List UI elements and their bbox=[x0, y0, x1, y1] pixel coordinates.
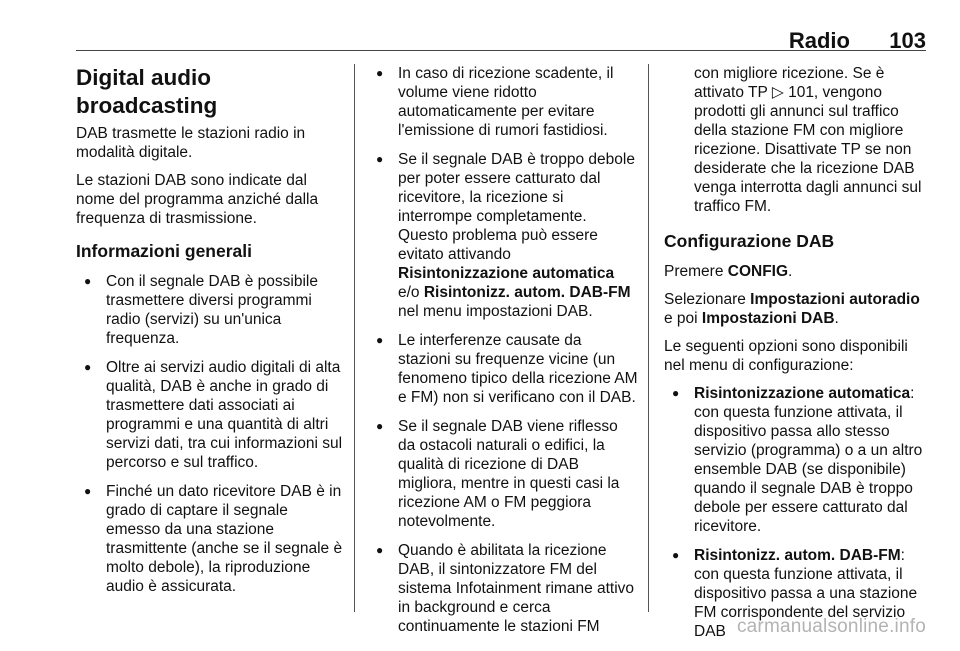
menu-name: Impostazioni DAB bbox=[701, 310, 835, 327]
page-number: 103 bbox=[889, 28, 926, 53]
page-reference-icon: ▷ bbox=[771, 84, 784, 101]
list-item: ● Oltre ai servizi audio digitali di alta qualità, DAB è anche in grado di trasmettere dati associati ai programmi e una quantità di altri servizi dati, tra cui informazioni sul percorso e sul traffico. bbox=[76, 358, 344, 472]
setting-name: Risintonizzazione automatica bbox=[398, 265, 615, 282]
text-run: e/o bbox=[398, 284, 424, 301]
list-item: ● In caso di ricezione scadente, il volume viene ridotto automaticamente per evitare l'emissione di rumori fastidiosi. bbox=[372, 64, 638, 140]
list-item: ● Quando è abilitata la ricezione DAB, il sintonizzatore FM del sistema Infotainment rimane attivo in background e cerca continuamente le stazioni FM bbox=[372, 541, 638, 636]
list-item: ● Le interferenze causate da stazioni su frequenze vicine (un fenomeno tipico della ricezione AM e FM) non si verificano con il DAB. bbox=[372, 331, 638, 407]
option-description: : con questa funzione attivata, il dispositivo passa allo stesso servizio (programma) o a un altro ensemble DAB (se disponibile) quando il segnale DAB è troppo debole per essere catturato dal ricevitore. bbox=[694, 385, 923, 535]
column-3 bbox=[664, 64, 928, 651]
subsection-title: Informazioni generali bbox=[76, 241, 252, 261]
subsection-title: Configurazione DAB bbox=[664, 231, 835, 251]
column-divider-left bbox=[354, 64, 355, 612]
section-title: Digital audio broadcasting bbox=[76, 65, 218, 118]
menu-name: Impostazioni autoradio bbox=[750, 291, 920, 308]
instruction-paragraph bbox=[664, 290, 928, 328]
option-name: Risintonizz. autom. DAB-FM bbox=[694, 547, 901, 564]
instruction-paragraph bbox=[664, 262, 928, 281]
list-item: ● Con il segnale DAB è possibile trasmettere diversi programmi radio (servizi) su un'unica frequenza. bbox=[76, 272, 344, 348]
info-list bbox=[76, 272, 344, 596]
continued-paragraph bbox=[664, 64, 928, 216]
option-name: Risintonizzazione automatica bbox=[694, 385, 911, 402]
column-divider-right bbox=[648, 64, 649, 612]
info-list bbox=[372, 64, 638, 636]
text-run: e poi bbox=[664, 310, 702, 327]
instruction-paragraph: Le seguenti opzioni sono disponibili nel menu di configurazione: bbox=[664, 338, 908, 374]
button-name: CONFIG bbox=[727, 263, 789, 280]
list-item: ● Finché un dato ricevitore DAB è in grado di captare il segnale emesso da una stazione trasmittente (anche se il segnale è molto debole), la riproduzione audio è assicurata. bbox=[76, 482, 344, 596]
text-run: con migliore ricezione. Se è attivato TP bbox=[694, 65, 885, 101]
option-description: : con questa funzione attivata, il dispositivo passa a una stazione FM corrispondente del servizio DAB bbox=[694, 547, 918, 640]
intro-paragraph: DAB trasmette le stazioni radio in modalità digitale. bbox=[76, 125, 306, 161]
watermark: carmanualsonline.info bbox=[736, 616, 926, 637]
text-run: Premere bbox=[664, 263, 728, 280]
header-section-title: Radio bbox=[788, 28, 850, 53]
list-item bbox=[372, 150, 638, 321]
column-2 bbox=[372, 64, 638, 646]
list-item: ● Se il segnale DAB viene riflesso da ostacoli naturali o edifici, la qualità di ricezione di DAB migliora, mentre in questi casi la ricezione AM o FM peggiora notevolmente. bbox=[372, 417, 638, 531]
text-run: . bbox=[788, 263, 793, 280]
options-list bbox=[664, 384, 928, 641]
intro-paragraph: Le stazioni DAB sono indicate dal nome del programma anziché dalla frequenza di trasmissione. bbox=[76, 172, 319, 227]
setting-name: Risintonizz. autom. DAB-FM bbox=[423, 284, 631, 301]
header-rule bbox=[76, 50, 926, 51]
text-run: nel menu impostazioni DAB. bbox=[398, 303, 593, 320]
text-run: Se il segnale DAB è troppo debole per poter essere catturato dal ricevitore, la ricezione si interrompe completamente. Questo problema può essere evitato attivando bbox=[398, 151, 635, 263]
list-item bbox=[664, 384, 928, 536]
text-run: . bbox=[834, 310, 839, 327]
text-run: 101, vengono prodotti gli annunci sul traffico della stazione FM con migliore ricezione. Disattivate TP se non desiderate che la ricezione DAB venga interrotta dagli annunci sul traffico FM. bbox=[694, 84, 922, 215]
column-1 bbox=[76, 64, 344, 606]
text-run: Selezionare bbox=[664, 291, 751, 308]
